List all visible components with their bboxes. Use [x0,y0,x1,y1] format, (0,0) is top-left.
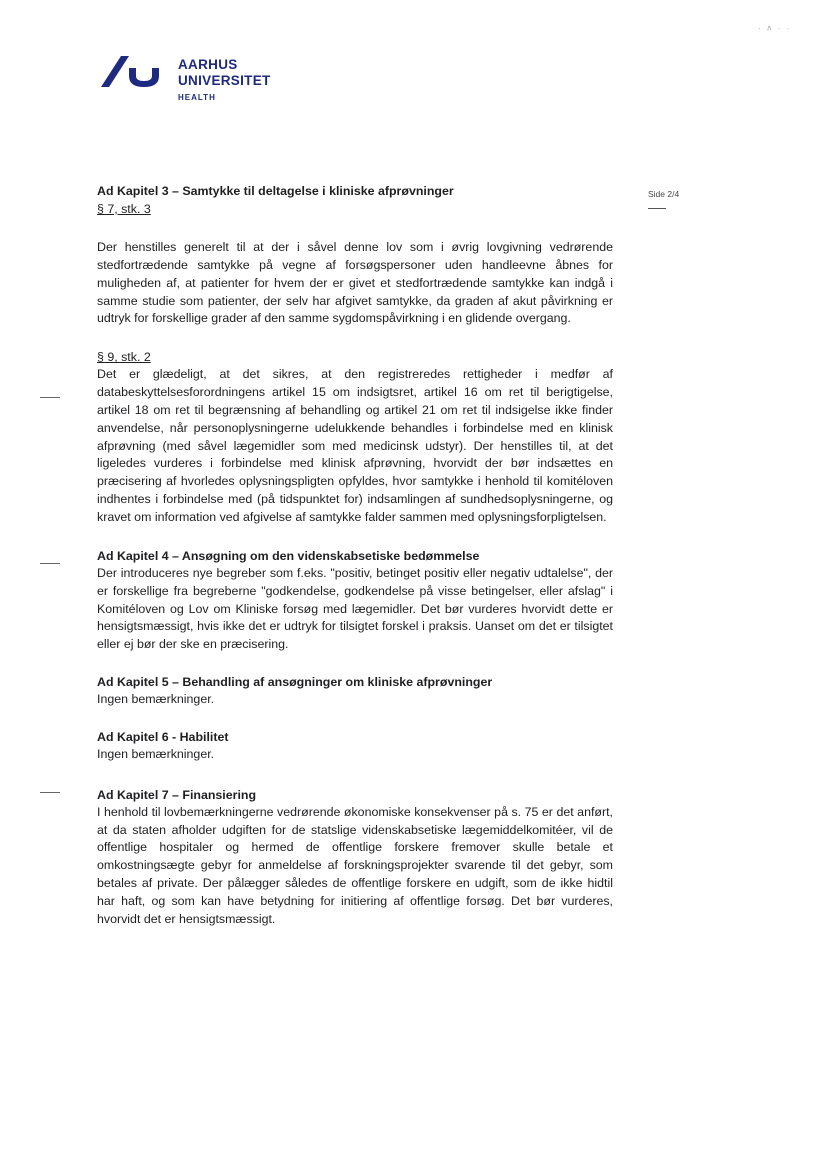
logo-line-2: UNIVERSITET [178,73,271,88]
section-body: Det er glædeligt, at det sikres, at den registreredes rettigheder i medfør af databeskyttelsesforordningens artikel 15 om indsigtsret, artikel 16 om ret til berigtigelse, artikel 18 om ret til begrænsning af behandling og artikel 21 om ret til indsigelse ikke finder anvendelse, når personoplysningerne udelukkende behandles i forbindelse med en klinisk afprøvning (med såvel lægemidler som med medicinsk udstyr). Der henstilles til, at det ligeledes vurderes i forbindelse med klinisk afprøvning, hvorvidt der bør indsættes en præcisering af hvorledes oplysningspligten opfyldes, hvor samtykke i henhold til komitéloven indhentes i forbindelse med (på tidspunktet for) indsamlingen af sundhedsoplysningerne, og kravet om information ved afgivelse af samtykke falder sammen med oplysningsforpligtelsen. [97,367,613,524]
section-body: Ingen bemærkninger. [97,692,215,707]
margin-mark [40,563,60,564]
section-heading: Ad Kapitel 6 - Habilitet [97,729,229,744]
letter-body [97,182,613,929]
section-subheading: § 7, stk. 3 [97,202,151,216]
scan-artifact-icon: · ˄ · · [758,24,792,33]
page-number-rule [648,208,666,209]
margin-mark [40,397,60,398]
section-body: Ingen bemærkninger. [97,746,215,761]
logo-wordmark [178,57,271,102]
section-heading: Ad Kapitel 3 – Samtykke til deltagelse i kliniske afprøvninger [97,184,454,198]
section-body: I henhold til lovbemærkningerne vedrørende økonomiske konsekvenser på s. 75 er det anført, at da staten afholder udgiften for de statslige videnskabsetiske lægemiddelkomitéer, vil de offentlige hospitaler og hermed de offentlige forskere fremover skulle betale et omkostningsægte gebyr for anmeldelse af forskningsprojekter svarende til det gebyr, som betales af private. Der pålægger således de offentlige forskere en udgift, som de ikke hidtil har haft, og som kan have betydning for initiering af offentlige forsøg. Det bør vurderes, hvorvidt det er hensigtsmæssigt. [97,804,613,926]
logo-line-1: AARHUS [178,57,238,72]
section-subheading: § 9, stk. 2 [97,350,151,365]
section-heading: Ad Kapitel 5 – Behandling af ansøgninger om kliniske afprøvninger [97,675,493,690]
section-body: Der henstilles generelt til at der i såvel denne lov som i øvrig lovgivning vedrørende stedfortrædende samtykke på vegne af forsøgspersoner uden handleevne åbnes for muligheden af, at patienter for hvem der er givet et stedfortrædende samtykke kan indgå i samme studie som patienter, der selv har afgivet samtykke, da graden af akut påvirkning er udtryk for forskellige grader af den samme sygdomspåvirkning i en glidende overgang. [97,240,613,326]
logo-subline: HEALTH [178,93,216,102]
section-heading: Ad Kapitel 7 – Finansiering [97,787,257,802]
margin-mark [40,792,60,793]
section-body: Der introduceres nye begreber som f.eks. "positiv, betinget positiv eller negativ udtalelse", der er forskellige fra begreberne "godkendelse, godkendelse på visse betingelser, eller afslag" i Komitéloven og Lov om Kliniske forsøg med lægemidler. Det bør vurderes hvorvidt dette er hensigtsmæssigt, hvis ikke det er udtryk for tilsigtet forskel i praksis. Uanset om det er tilsigtet eller ej bør der ske en præcisering. [97,565,613,652]
section-heading: Ad Kapitel 4 – Ansøgning om den videnskabsetiske bedømmelse [97,548,480,563]
aarhus-university-logo-icon [99,54,165,88]
page-number: Side 2/4 [648,189,680,199]
